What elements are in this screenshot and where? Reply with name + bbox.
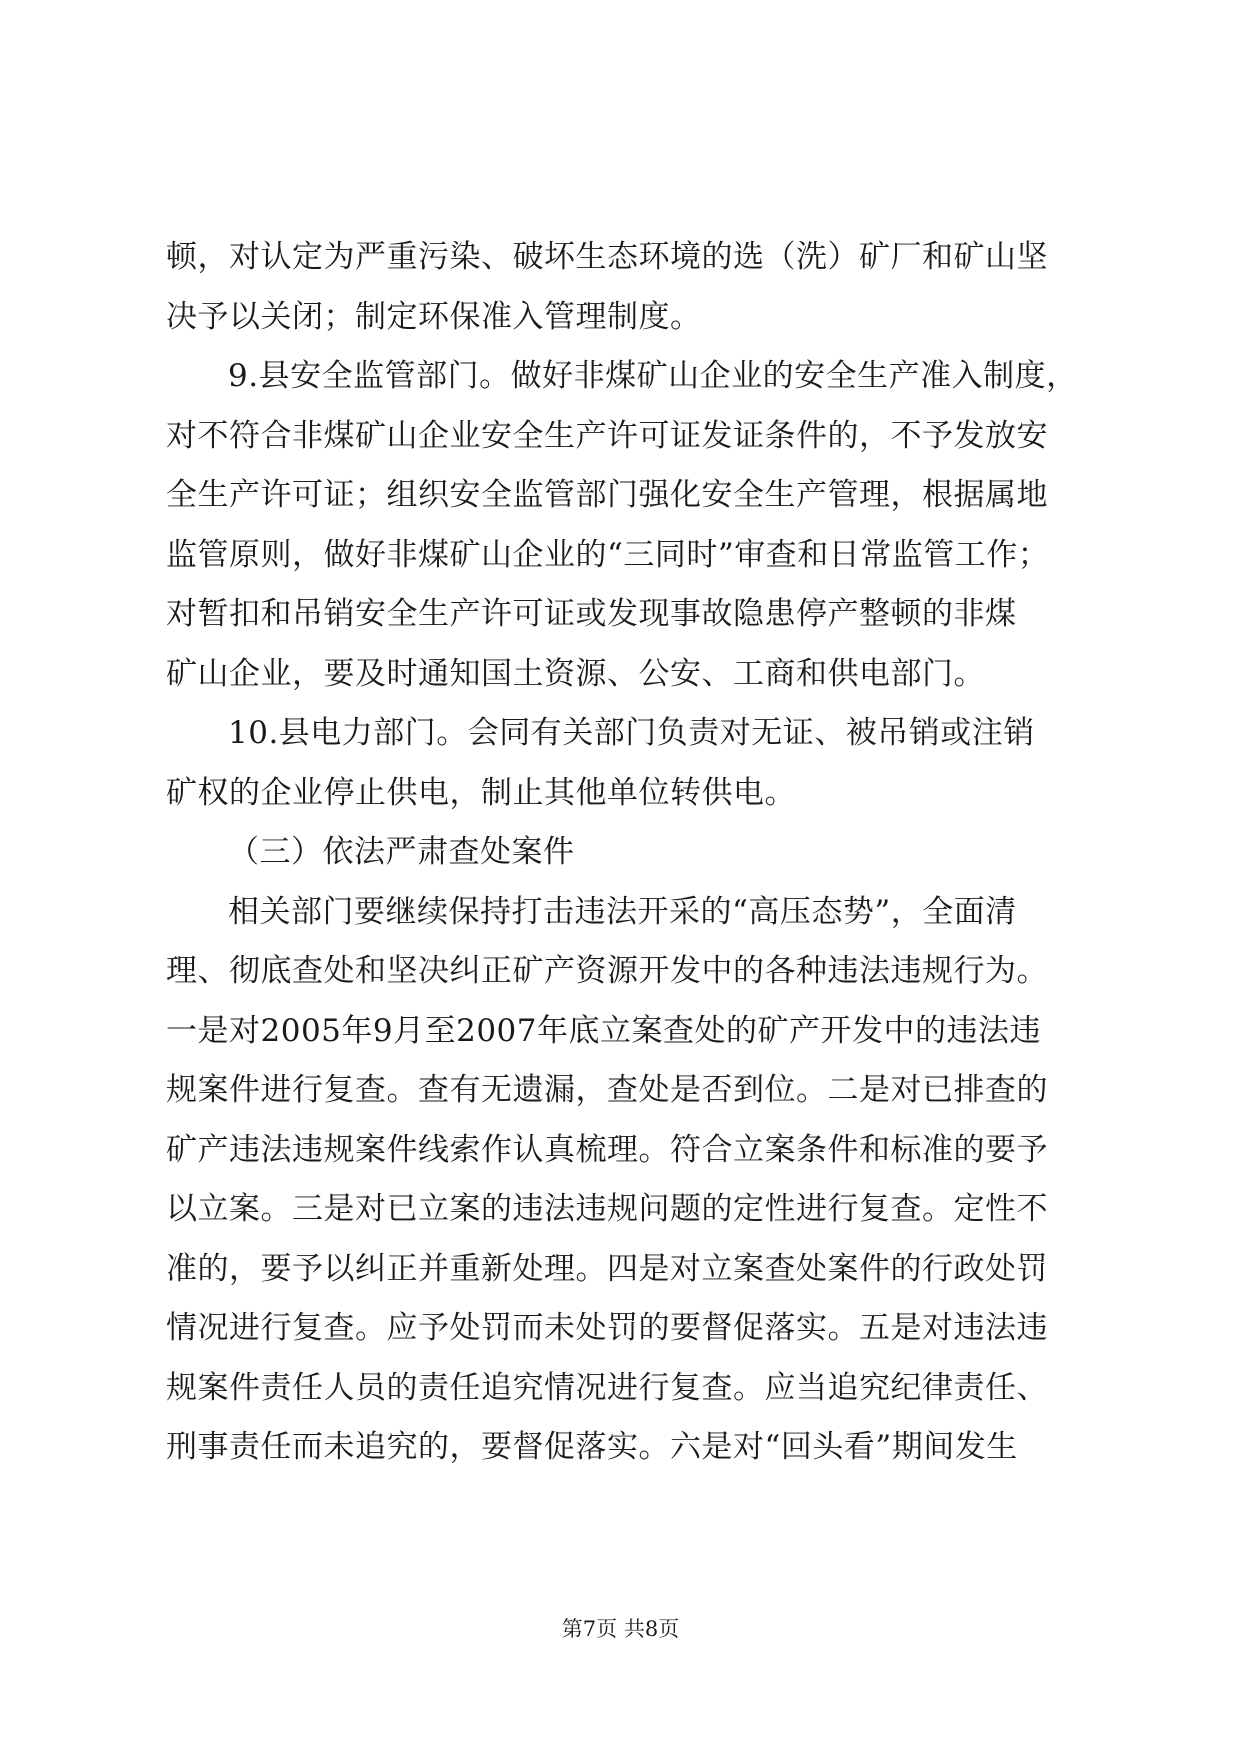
text-line: 相关部门要继续保持打击违法开采的“高压态势”，全面清: [228, 893, 1017, 930]
text-line: 理、彻底查处和坚决纠正矿产资源开发中的各种违法违规行为。: [166, 953, 1048, 989]
text-line: 一是对2005年9月至2007年底立案查处的矿产开发中的违法违: [166, 1012, 1042, 1049]
text-line: 准的，要予以纠正并重新处理。四是对立案查处案件的行政处罚: [166, 1250, 1048, 1287]
text-line: （三）依法严肃查处案件: [228, 834, 575, 870]
text-line: 决予以关闭；制定环保准入管理制度。: [166, 298, 702, 335]
text-line: 9.县安全监管部门。做好非煤矿山企业的安全生产准入制度，: [228, 358, 1078, 394]
text-line: 对暂扣和吊销安全生产许可证或发现事故隐患停产整顿的非煤: [166, 596, 1017, 632]
text-line: 规案件进行复查。查有无遗漏，查处是否到位。二是对已排查的: [166, 1072, 1048, 1108]
text-line: 矿权的企业停止供电，制止其他单位转供电。: [166, 774, 796, 811]
text-line: 刑事责任而未追究的，要督促落实。六是对“回头看”期间发生: [166, 1429, 1018, 1465]
text-line: 10.县电力部门。会同有关部门负责对无证、被吊销或注销: [228, 715, 1035, 751]
text-line: 全生产许可证；组织安全监管部门强化安全生产管理，根据属地: [166, 477, 1048, 513]
body-text: [166, 228, 1126, 1478]
text-line: 规案件责任人员的责任追究情况进行复查。应当追究纪律责任、: [166, 1369, 1048, 1406]
text-line: 情况进行复查。应予处罚而未处罚的要督促落实。五是对违法违: [166, 1310, 1048, 1346]
text-line: 对不符合非煤矿山企业安全生产许可证发证条件的，不予发放安: [166, 417, 1048, 454]
text-line: 矿产违法违规案件线索作认真梳理。符合立案条件和标准的要予: [166, 1131, 1048, 1168]
text-line: 监管原则，做好非煤矿山企业的“三同时”审查和日常监管工作；: [166, 536, 1050, 573]
text-line: 矿山企业，要及时通知国土资源、公安、工商和供电部门。: [166, 655, 985, 692]
text-line: 顿，对认定为严重污染、破坏生态环境的选（洗）矿厂和矿山坚: [166, 239, 1048, 275]
text-line: 以立案。三是对已立案的违法违规问题的定性进行复查。定性不: [166, 1191, 1048, 1227]
page-number-footer: 第7页 共8页: [561, 1617, 680, 1641]
